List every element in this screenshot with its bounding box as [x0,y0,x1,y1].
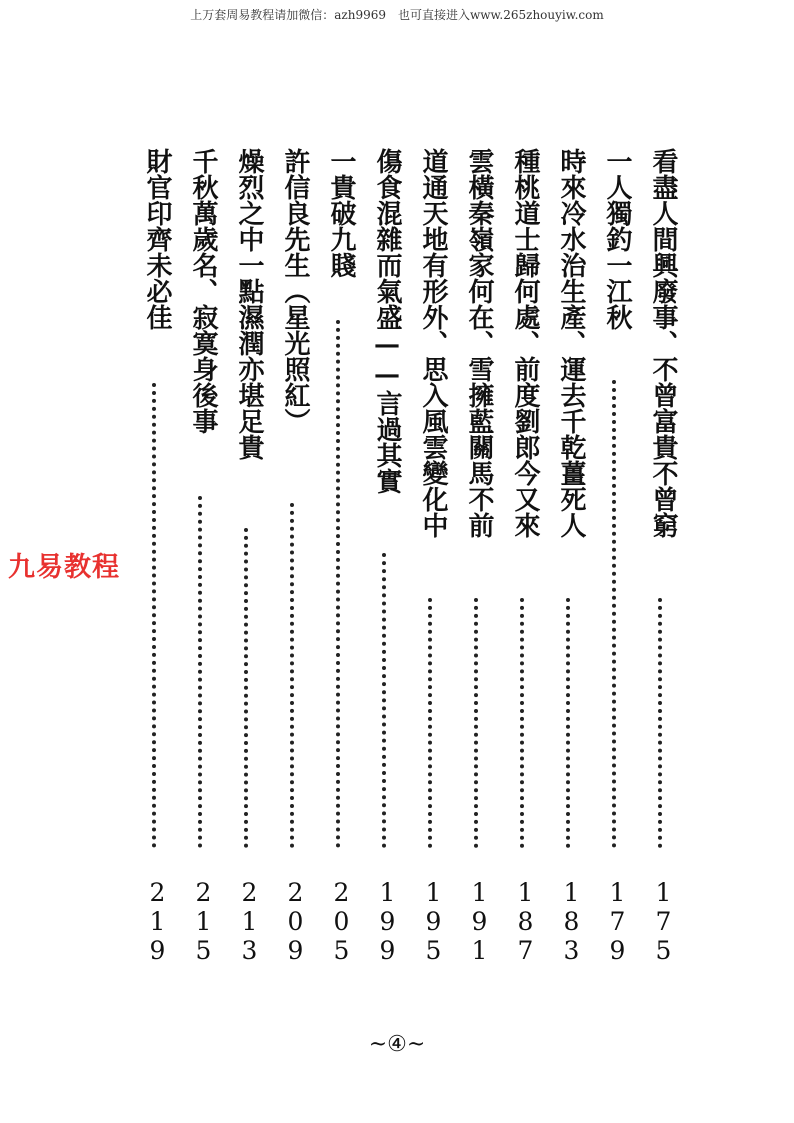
entry-title: 看盡人間興廢事、不曾富貴不曾窮 [648,148,678,538]
leader-dots [198,496,214,848]
entry-page-number: 183 [557,878,586,965]
leader-dots [382,553,398,848]
entry-title: 千秋萬歲名、寂寞身後事 [188,148,218,434]
header-note: 上万套周易教程请加微信：azh9969 也可直接进入www.265zhouyiw.com [190,8,604,22]
leader-dots [336,320,352,848]
entry-title: 道通天地有形外、思入風雲變化中 [418,148,448,538]
toc-entry[interactable] [412,148,448,968]
leader-dots [658,598,674,848]
watermark-logo: 九易教程 [8,552,120,583]
toc-entry[interactable] [182,148,218,968]
leader-dots [612,380,628,848]
toc-entry[interactable] [596,148,632,968]
entry-page-number: 213 [235,878,264,965]
entry-page-number: 199 [373,878,402,965]
toc-entry[interactable] [136,148,172,968]
toc-entry[interactable] [228,148,264,968]
toc-entry[interactable] [550,148,586,968]
entry-page-number: 205 [327,878,356,965]
entry-title: 傷食混雜而氣盛——言過其實 [372,148,402,494]
leader-dots [244,528,260,848]
toc-entry[interactable] [458,148,494,968]
entry-page-number: 195 [419,878,448,965]
leader-dots [428,598,444,848]
leader-dots [520,598,536,848]
toc-entry[interactable] [504,148,540,968]
entry-title: 燥烈之中一點濕潤亦堪足貴 [234,148,264,460]
entry-title: 種桃道士歸何處、前度劉郎今又來 [510,148,540,538]
toc-entry[interactable] [274,148,310,968]
leader-dots [152,383,168,848]
page-number: ~④~ [368,1032,426,1057]
entry-title: 許信良先生（星光照紅） [280,148,310,434]
entry-page-number: 219 [143,878,172,965]
entry-title: 財官印齊未必佳 [142,148,172,330]
entry-page-number: 187 [511,878,540,965]
entry-page-number: 175 [649,878,678,965]
entry-title: 雲橫秦嶺家何在、雪擁藍關馬不前 [464,148,494,538]
toc-entry[interactable] [320,148,356,968]
entry-page-number: 179 [603,878,632,965]
leader-dots [290,503,306,848]
leader-dots [474,598,490,848]
toc-entry[interactable] [366,148,402,968]
entry-title: 一貴破九賤 [326,148,356,278]
entry-page-number: 215 [189,878,218,965]
entry-title: 時來冷水治生產、運去千乾薑死人 [556,148,586,538]
toc-entry[interactable] [642,148,678,968]
entry-page-number: 191 [465,878,494,965]
leader-dots [566,598,582,848]
entry-title: 一人獨釣一江秋 [602,148,632,330]
entry-page-number: 209 [281,878,310,965]
